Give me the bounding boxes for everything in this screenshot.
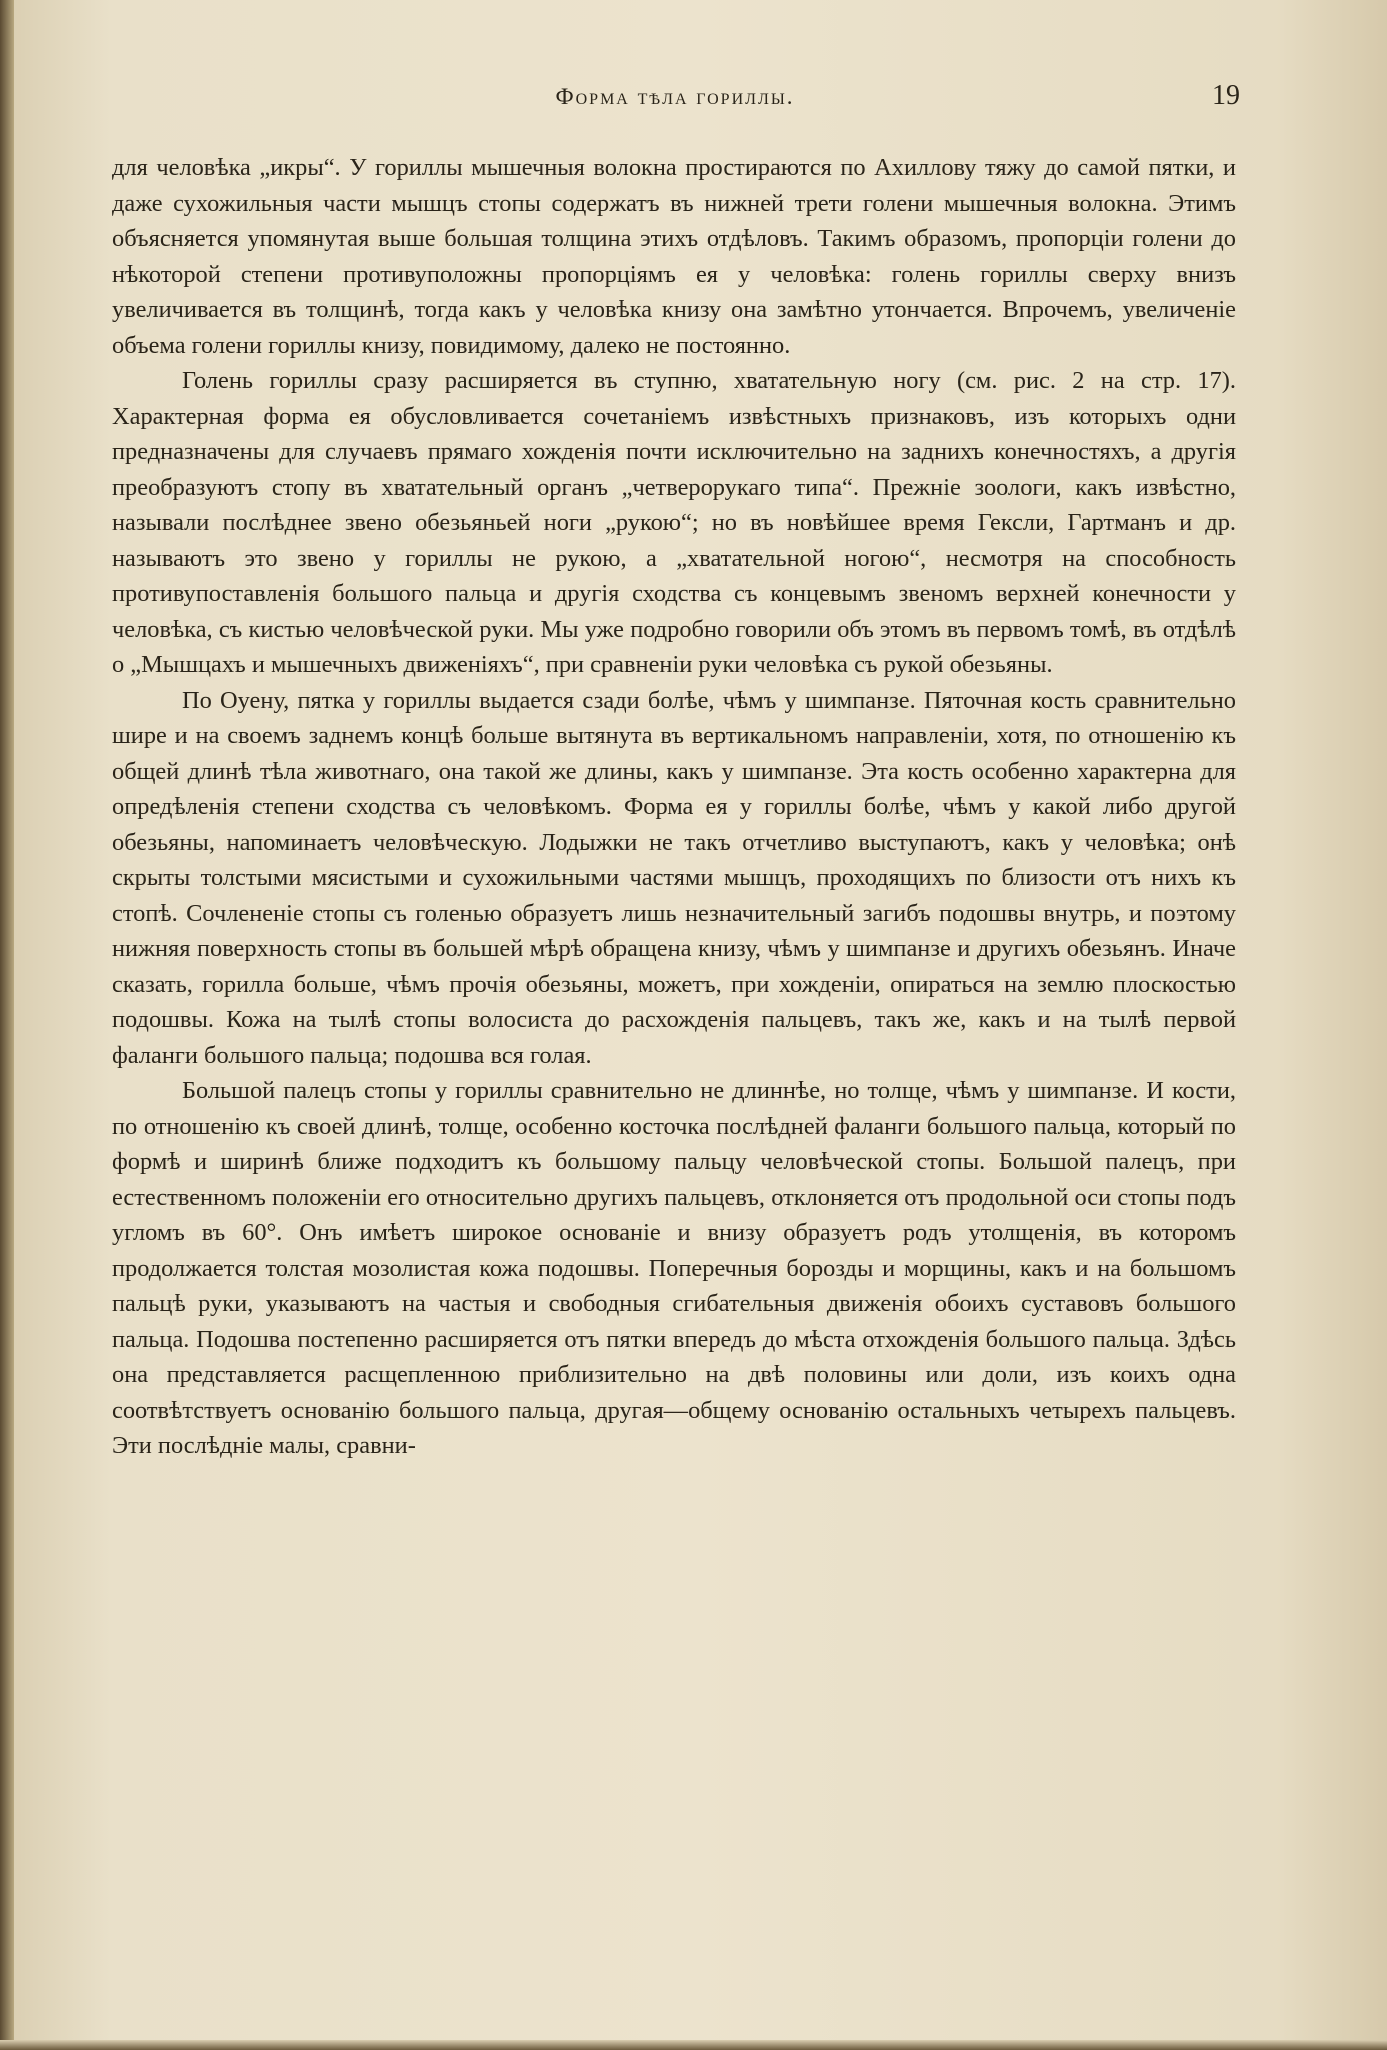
- running-title: Форма тѣла гориллы.: [555, 84, 795, 109]
- text-body: [112, 150, 1236, 1464]
- page-bottom-shadow: [0, 2040, 1387, 2050]
- paragraph-1: для человѣка „икры“. У гориллы мышечныя волокна простираются по Ахиллову тяжу до самой пятки, и даже сухожильныя части мышцъ стопы содержатъ въ нижней трети голени мышечныя волокна. Этимъ объясняется упомянутая выше большая толщина этихъ отдѣловъ. Такимъ образомъ, пропорціи голени до нѣкоторой степени противуположны пропорціямъ ея у человѣка: голень гориллы сверху внизъ увеличивается въ толщинѣ, тогда какъ у человѣка книзу она замѣтно утончается. Впрочемъ, увеличеніе объема голени гориллы книзу, повидимому, далеко не постоянно.: [112, 154, 1236, 359]
- paragraph-3: По Оуену, пятка у гориллы выдается сзади болѣе, чѣмъ у шимпанзе. Пяточная кость сравнительно шире и на своемъ заднемъ концѣ больше вытянута въ вертикальномъ направленіи, хотя, по отношенію къ общей длинѣ тѣла животнаго, она такой же длины, какъ у шимпанзе. Эта кость особенно характерна для опредѣленія степени сходства съ человѣкомъ. Форма ея у гориллы болѣе, чѣмъ у какой либо другой обезьяны, напоминаетъ человѣческую. Лодыжки не такъ отчетливо выступаютъ, какъ у человѣка; онѣ скрыты толстыми мясистыми и сухожильными частями мышцъ, проходящихъ по близости отъ нихъ къ стопѣ. Сочлененіе стопы съ голенью образуетъ лишь незначительный загибъ подошвы внутрь, и поэтому нижняя поверхность стопы въ большей мѣрѣ обращена книзу, чѣмъ у шимпанзе и другихъ обезьянъ. Иначе сказать, горилла больше, чѣмъ прочія обезьяны, можетъ, при хожденіи, опираться на землю плоскостью подошвы. Кожа на тылѣ стопы волосиста до расхожденія пальцевъ, такъ же, какъ и на тылѣ первой фаланги большого пальца; подошва вся голая.: [112, 686, 1236, 1069]
- page-number: 19: [1212, 80, 1240, 111]
- page-edge-shadow: [0, 0, 14, 2050]
- paragraph-4: Большой палецъ стопы у гориллы сравнительно не длиннѣе, но толще, чѣмъ у шимпанзе. И кости, по отношенію къ своей длинѣ, толще, особенно косточка послѣдней фаланги большого пальца, который по формѣ и ширинѣ ближе подходитъ къ большому пальцу человѣческой стопы. Большой палецъ, при естественномъ положеніи его относительно другихъ пальцевъ, отклоняется отъ продольной оси стопы подъ угломъ въ 60°. Онъ имѣетъ широкое основаніе и внизу образуетъ родъ утолщенія, въ которомъ продолжается толстая мозолистая кожа подошвы. Поперечныя борозды и морщины, какъ и на большомъ пальцѣ руки, указываютъ на частыя и свободныя сгибательныя движенія обоихъ суставовъ большого пальца. Подошва постепенно расширяется отъ пятки впередъ до мѣста отхожденія большого пальца. Здѣсь она представляется расщепленною приблизительно на двѣ половины или доли, изъ коихъ одна соотвѣтствуетъ основанію большого пальца, другая—общему основанію остальныхъ четырехъ пальцевъ. Эти послѣдніе малы, сравни-: [112, 1077, 1236, 1459]
- paragraph-2: Голень гориллы сразу расширяется въ ступню, хватательную ногу (см. рис. 2 на стр. 17). Характерная форма ея обусловливается сочетаніемъ извѣстныхъ признаковъ, изъ которыхъ одни предназначены для случаевъ прямаго хожденія почти исключительно на заднихъ конечностяхъ, а другія преобразуютъ стопу въ хватательный органъ „четверорукаго типа“. Прежніе зоологи, какъ извѣстно, называли послѣднее звено обезьяньей ноги „рукою“; но въ новѣйшее время Гексли, Гартманъ и др. называютъ это звено у гориллы не рукою, а „хватательной ногою“, несмотря на способность противупоставленія большого пальца и другія сходства съ концевымъ звеномъ верхней конечности у человѣка, съ кистью человѣческой руки. Мы уже подробно говорили объ этомъ въ первомъ томѣ, въ отдѣлѣ о „Мышцахъ и мышечныхъ движеніяхъ“, при сравненіи руки человѣка съ рукой обезьяны.: [112, 367, 1236, 678]
- page-header: [110, 80, 1240, 120]
